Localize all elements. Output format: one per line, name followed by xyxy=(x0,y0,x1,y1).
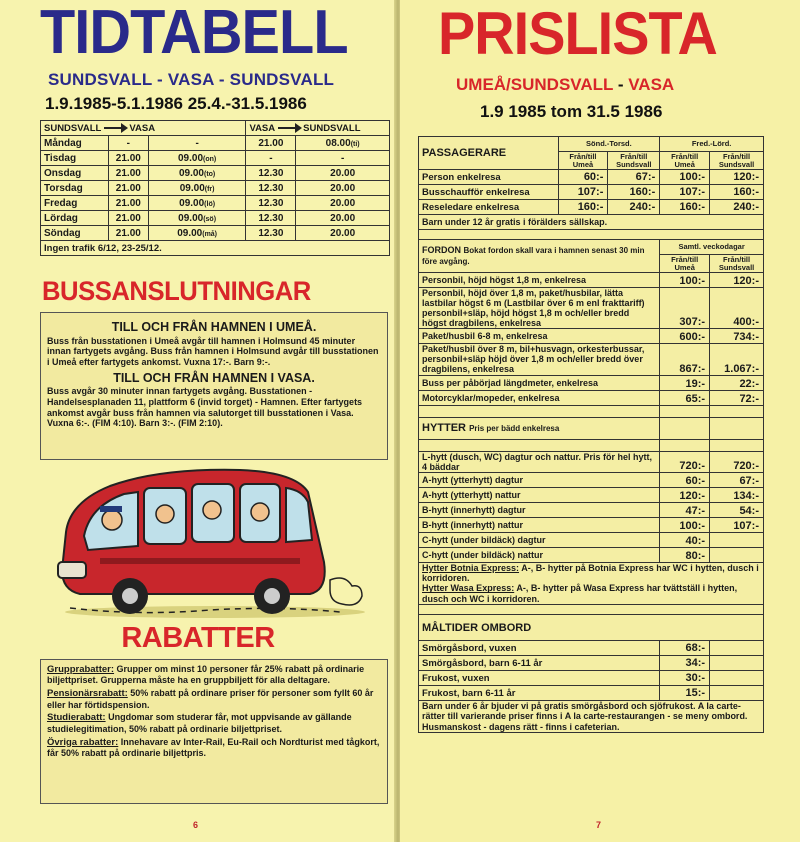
price-row xyxy=(419,329,764,344)
hytter-title-cell xyxy=(419,417,660,439)
passagerare-note: Barn under 12 år gratis i förälders sällskap. xyxy=(419,215,764,230)
arrow-right-icon xyxy=(278,127,300,129)
blank-cell xyxy=(419,405,660,417)
hytter-note: Pris per bädd enkelresa xyxy=(469,424,560,434)
price-value xyxy=(710,532,764,547)
price-value: 160:- xyxy=(710,185,764,200)
price-value: 60:- xyxy=(660,472,710,487)
rabatt-text: Grupper om minst 10 personer får 25% rabatt på ordinarie biljettpriset. Grupperna måste ha en gruppbiljett för alla deltagare. xyxy=(47,664,365,686)
vasa-heading: TILL OCH FRÅN HAMNEN I VASA. xyxy=(113,370,315,385)
timetable-dep-vasa: 12.30 xyxy=(246,196,296,211)
timetable-arr-sundsvall: 20.00 xyxy=(296,226,390,241)
timetable-dep-sundsvall: - xyxy=(108,136,148,151)
prislista-dates: 1.9 1985 tom 31.5 1986 xyxy=(480,102,663,121)
maltider-note: Barn under 6 år bjuder vi på gratis smörgåsbord och sjöfrukost. A la carte-rätter till varierande priser finns i A la carte-restaurangen - se meny ombord. Husmanskost - dagens rätt - finns i cafeterian. xyxy=(419,701,764,733)
price-label: Person enkelresa xyxy=(419,170,559,185)
price-row xyxy=(419,375,764,390)
price-value: 1.067:- xyxy=(710,344,764,375)
timetable-arr-vasa: 09.00(to) xyxy=(148,166,246,181)
timetable-dep-sundsvall: 21.00 xyxy=(108,166,148,181)
header-fran-till: Från/till Sundsvall xyxy=(608,152,660,170)
price-label: Personbil, höjd högst 1,8 m, enkelresa xyxy=(419,273,660,288)
header-fran-till: Från/till Umeå xyxy=(660,255,710,273)
price-row xyxy=(419,390,764,405)
prislista-route: UMEÅ/SUNDSVALL - VASA xyxy=(456,75,675,94)
price-table xyxy=(418,136,764,733)
header-fran-till: Från/till Sundsvall xyxy=(710,255,764,273)
price-value: 307:- xyxy=(660,288,710,329)
price-row xyxy=(419,532,764,547)
timetable-dep-sundsvall: 21.00 xyxy=(108,211,148,226)
right-page xyxy=(400,0,800,842)
price-value: 160:- xyxy=(558,200,608,215)
timetable-row xyxy=(41,136,390,151)
price-label: L-hytt (dusch, WC) dagtur och nattur. Pris för hel hytt, 4 bäddar xyxy=(419,451,660,472)
spacer xyxy=(419,230,764,240)
blank-cell xyxy=(660,405,710,417)
price-value: 120:- xyxy=(660,487,710,502)
price-value: 72:- xyxy=(710,390,764,405)
price-row xyxy=(419,686,764,701)
timetable-arr-vasa: 09.00(må) xyxy=(148,226,246,241)
price-row xyxy=(419,170,764,185)
price-row xyxy=(419,273,764,288)
price-row xyxy=(419,671,764,686)
price-row xyxy=(419,185,764,200)
blank-cell xyxy=(660,439,710,451)
wasa-info: Hytter Wasa Express: A-, B- hytter på Wasa Express har tvättställ i hytten, dusch och WC i korridoren. xyxy=(422,583,738,604)
blank-cell xyxy=(710,686,764,701)
timetable-day: Torsdag xyxy=(41,181,109,196)
price-value: 60:- xyxy=(558,170,608,185)
timetable-dep-vasa: 12.30 xyxy=(246,211,296,226)
vasa-text: Buss avgår 30 minuter innan fartygets avgång. Busstationen - Handelsesplanaden 11, plattform 6 (invid torget) - Hamnen. Efter fartygets ankomst avgår buss från hamnen via salutorget till busstationen i Vasa. Vuxna 6:-. (FIM 4:10). Barn 3:-. (FIM 2:10). xyxy=(47,386,363,429)
blank-cell xyxy=(710,405,764,417)
rabatt-text: Ungdomar som studerar får, mot uppvisande av gällande studielegitimation, 50% rabatt på ordinarie biljettpriset. xyxy=(47,712,352,734)
price-label: C-hytt (under bildäck) nattur xyxy=(419,547,660,562)
price-value: 30:- xyxy=(660,671,710,686)
timetable-arr-sundsvall: - xyxy=(296,151,390,166)
botnia-info: Hytter Botnia Express: A-, B- hytter på Botnia Express har WC i hytten, dusch i korridoren. xyxy=(422,562,759,584)
fordon-title: FORDON xyxy=(422,245,461,256)
umea-heading: TILL OCH FRÅN HAMNEN I UMEÅ. xyxy=(111,320,317,334)
price-row xyxy=(419,641,764,656)
timetable-arr-vasa: - xyxy=(148,136,246,151)
hytter-info xyxy=(419,562,764,604)
price-label: Frukost, barn 6-11 år xyxy=(419,686,660,701)
price-row xyxy=(419,656,764,671)
timetable-dep-vasa: 21.00 xyxy=(246,136,296,151)
arrow-right-icon xyxy=(104,127,126,129)
timetable-arr-sundsvall: 20.00 xyxy=(296,196,390,211)
timetable-header xyxy=(41,121,390,136)
timetable-dep-sundsvall: 21.00 xyxy=(108,226,148,241)
timetable-dep-vasa: 12.30 xyxy=(246,226,296,241)
page-number-left: 6 xyxy=(193,820,199,830)
bussanslutningar-heading: BUSSANSLUTNINGAR xyxy=(42,276,311,306)
tidtabell-dates: 1.9.1985-5.1.1986 25.4.-31.5.1986 xyxy=(45,94,307,113)
timetable-day: Tisdag xyxy=(41,151,109,166)
price-value: 240:- xyxy=(608,200,660,215)
timetable-header-sundsvall-vasa: SUNDSVALL VASA xyxy=(41,121,246,136)
timetable-arr-vasa: 09.00(fr) xyxy=(148,181,246,196)
timetable-arr-vasa: 09.00(lö) xyxy=(148,196,246,211)
bussanslutningar-box xyxy=(40,312,388,460)
passagerare-title: PASSAGERARE xyxy=(419,137,559,170)
timetable-row xyxy=(41,151,390,166)
timetable-row xyxy=(41,211,390,226)
price-value: 720:- xyxy=(660,451,710,472)
header-fred-lord: Fred.-Lörd. xyxy=(660,137,764,152)
price-value: 19:- xyxy=(660,375,710,390)
price-value: 80:- xyxy=(660,547,710,562)
price-row xyxy=(419,502,764,517)
hytter-info-row xyxy=(419,562,764,604)
bus-icon xyxy=(58,470,365,618)
price-value: 107:- xyxy=(660,185,710,200)
price-label: Paket/husbil över 8 m, bil+husvagn, orkesterbussar, personbil+släp höjd över 1,8 m och/eller bredd över dragbilens, enkelresa xyxy=(419,344,660,375)
price-value: 40:- xyxy=(660,532,710,547)
price-value: 720:- xyxy=(710,451,764,472)
price-value: 100:- xyxy=(660,517,710,532)
header-fran-till: Från/till Umeå xyxy=(558,152,608,170)
page-number-right: 7 xyxy=(596,820,602,830)
tidtabell-title: TIDTABELL xyxy=(40,0,348,67)
price-row xyxy=(419,200,764,215)
price-value: 400:- xyxy=(710,288,764,329)
timetable-row xyxy=(41,196,390,211)
price-row xyxy=(419,517,764,532)
price-row xyxy=(419,487,764,502)
timetable-arr-sundsvall: 20.00 xyxy=(296,181,390,196)
price-value: 54:- xyxy=(710,502,764,517)
price-label: Busschaufför enkelresa xyxy=(419,185,559,200)
price-label: A-hytt (ytterhytt) dagtur xyxy=(419,472,660,487)
price-value: 100:- xyxy=(660,273,710,288)
timetable-day: Söndag xyxy=(41,226,109,241)
rabatt-title: Studierabatt: xyxy=(47,712,106,724)
header-samtl-veckodagar: Samtl. veckodagar xyxy=(660,240,764,255)
price-value: 734:- xyxy=(710,329,764,344)
price-row xyxy=(419,547,764,562)
price-value: 120:- xyxy=(710,273,764,288)
price-value: 134:- xyxy=(710,487,764,502)
price-value: 160:- xyxy=(660,200,710,215)
price-row xyxy=(419,288,764,329)
price-label: C-hytt (under bildäck) dagtur xyxy=(419,532,660,547)
header-sond-torsd: Sönd.-Torsd. xyxy=(558,137,660,152)
header-fran-till: Från/till Sundsvall xyxy=(710,152,764,170)
price-value: 160:- xyxy=(608,185,660,200)
timetable-arr-vasa: 09.00(on) xyxy=(148,151,246,166)
timetable-arr-sundsvall: 20.00 xyxy=(296,166,390,181)
timetable xyxy=(40,120,390,256)
timetable-row xyxy=(41,181,390,196)
blank-cell xyxy=(710,417,764,439)
price-label: Motorcyklar/mopeder, enkelresa xyxy=(419,390,660,405)
price-value: 120:- xyxy=(710,170,764,185)
rabatt-item xyxy=(47,737,381,759)
timetable-day: Onsdag xyxy=(41,166,109,181)
price-value: 107:- xyxy=(558,185,608,200)
price-value: 107:- xyxy=(710,517,764,532)
rabatt-title: Grupprabatter: xyxy=(47,664,115,675)
rabatter-box xyxy=(40,659,388,804)
price-label: Smörgåsbord, barn 6-11 år xyxy=(419,656,660,671)
fordon-note: Bokat fordon skall vara i hamnen senast 30 min före avgång. xyxy=(422,246,645,266)
timetable-row xyxy=(41,166,390,181)
maltider-note-row xyxy=(419,701,764,733)
rabatt-item xyxy=(47,712,381,734)
price-value: 240:- xyxy=(710,200,764,215)
price-value xyxy=(710,547,764,562)
price-label: Reseledare enkelresa xyxy=(419,200,559,215)
price-label: B-hytt (innerhytt) dagtur xyxy=(419,502,660,517)
timetable-header-vasa-sundsvall: VASA SUNDSVALL xyxy=(246,121,390,136)
rabatter-heading: RABATTER xyxy=(121,622,275,654)
rabatt-item xyxy=(47,664,381,686)
price-label: Personbil, höjd över 1,8 m, paket/husbilar, lätta lastbilar högst 6 m (Lastbilar över 6 m enl frakttariff) personbil+släp, höjd högst 1,8 m och/eller bredd högst dragbilens, enkelresa xyxy=(419,288,660,329)
price-label: Paket/husbil 6-8 m, enkelresa xyxy=(419,329,660,344)
price-value: 34:- xyxy=(660,656,710,671)
price-value: 100:- xyxy=(660,170,710,185)
timetable-dep-sundsvall: 21.00 xyxy=(108,196,148,211)
timetable-day: Lördag xyxy=(41,211,109,226)
timetable-dep-vasa: 12.30 xyxy=(246,181,296,196)
timetable-dep-vasa: 12.30 xyxy=(246,166,296,181)
price-value: 67:- xyxy=(710,472,764,487)
price-value: 47:- xyxy=(660,502,710,517)
price-value: 22:- xyxy=(710,375,764,390)
bus-illustration xyxy=(40,462,390,632)
fordon-header xyxy=(419,240,764,255)
price-label: Smörgåsbord, vuxen xyxy=(419,641,660,656)
rabatt-text: Innehavare av Inter-Rail, Eu-Rail och Nordturist med tågkort, får 50% rabatt på ordinarie biljettpris. xyxy=(47,736,380,758)
maltider-title: MÅLTIDER OMBORD xyxy=(419,615,764,641)
umea-text: Buss från busstationen i Umeå avgår till hamnen i Holmsund 45 minuter innan fartygets avgång. Buss från hamnen i Holmsund avgår till busstationen i Umeå efter fartygets ankomst. Vuxna 17:-. Barn 9:-. xyxy=(47,335,379,367)
blank-cell xyxy=(710,439,764,451)
prislista-title: PRISLISTA xyxy=(438,0,717,67)
hytter-header xyxy=(419,417,764,439)
price-label: A-hytt (ytterhytt) nattur xyxy=(419,487,660,502)
timetable-arr-sundsvall: 08.00(ti) xyxy=(296,136,390,151)
timetable-day: Fredag xyxy=(41,196,109,211)
fordon-title-cell xyxy=(419,240,660,273)
price-label: Buss per påbörjad längdmeter, enkelresa xyxy=(419,375,660,390)
timetable-arr-sundsvall: 20.00 xyxy=(296,211,390,226)
blank-cell xyxy=(419,439,660,451)
price-label: B-hytt (innerhytt) nattur xyxy=(419,517,660,532)
blank-cell xyxy=(710,671,764,686)
price-value: 65:- xyxy=(660,390,710,405)
timetable-dep-vasa: - xyxy=(246,151,296,166)
price-value: 600:- xyxy=(660,329,710,344)
timetable-body xyxy=(41,136,390,241)
rabatt-text: 50% rabatt på ordinare priser för personer som fyllt 60 år eller har förtidspension. xyxy=(47,688,374,710)
timetable-row xyxy=(41,226,390,241)
timetable-arr-vasa: 09.00(sö) xyxy=(148,211,246,226)
blank-cell xyxy=(710,641,764,656)
left-page xyxy=(0,0,396,842)
price-value: 867:- xyxy=(660,344,710,375)
timetable-dep-sundsvall: 21.00 xyxy=(108,181,148,196)
hytter-title: HYTTER xyxy=(422,422,466,435)
timetable-note: Ingen trafik 6/12, 23-25/12. xyxy=(41,241,390,256)
blank-cell xyxy=(710,656,764,671)
price-value: 68:- xyxy=(660,641,710,656)
price-label: Frukost, vuxen xyxy=(419,671,660,686)
price-row xyxy=(419,472,764,487)
blank-cell xyxy=(660,417,710,439)
maltider-header xyxy=(419,615,764,641)
spacer xyxy=(419,605,764,615)
passagerare-header xyxy=(419,137,764,152)
price-value: 67:- xyxy=(608,170,660,185)
price-row xyxy=(419,451,764,472)
passagerare-note-row xyxy=(419,215,764,230)
rabatt-title: Övriga rabatter: xyxy=(47,736,119,748)
timetable-dep-sundsvall: 21.00 xyxy=(108,151,148,166)
rabatt-title: Pensionärsrabatt: xyxy=(47,688,128,700)
timetable-day: Måndag xyxy=(41,136,109,151)
price-value: 15:- xyxy=(660,686,710,701)
price-row xyxy=(419,344,764,375)
tidtabell-route: SUNDSVALL - VASA - SUNDSVALL xyxy=(48,70,335,89)
header-fran-till: Från/till Umeå xyxy=(660,152,710,170)
rabatt-item xyxy=(47,688,381,710)
